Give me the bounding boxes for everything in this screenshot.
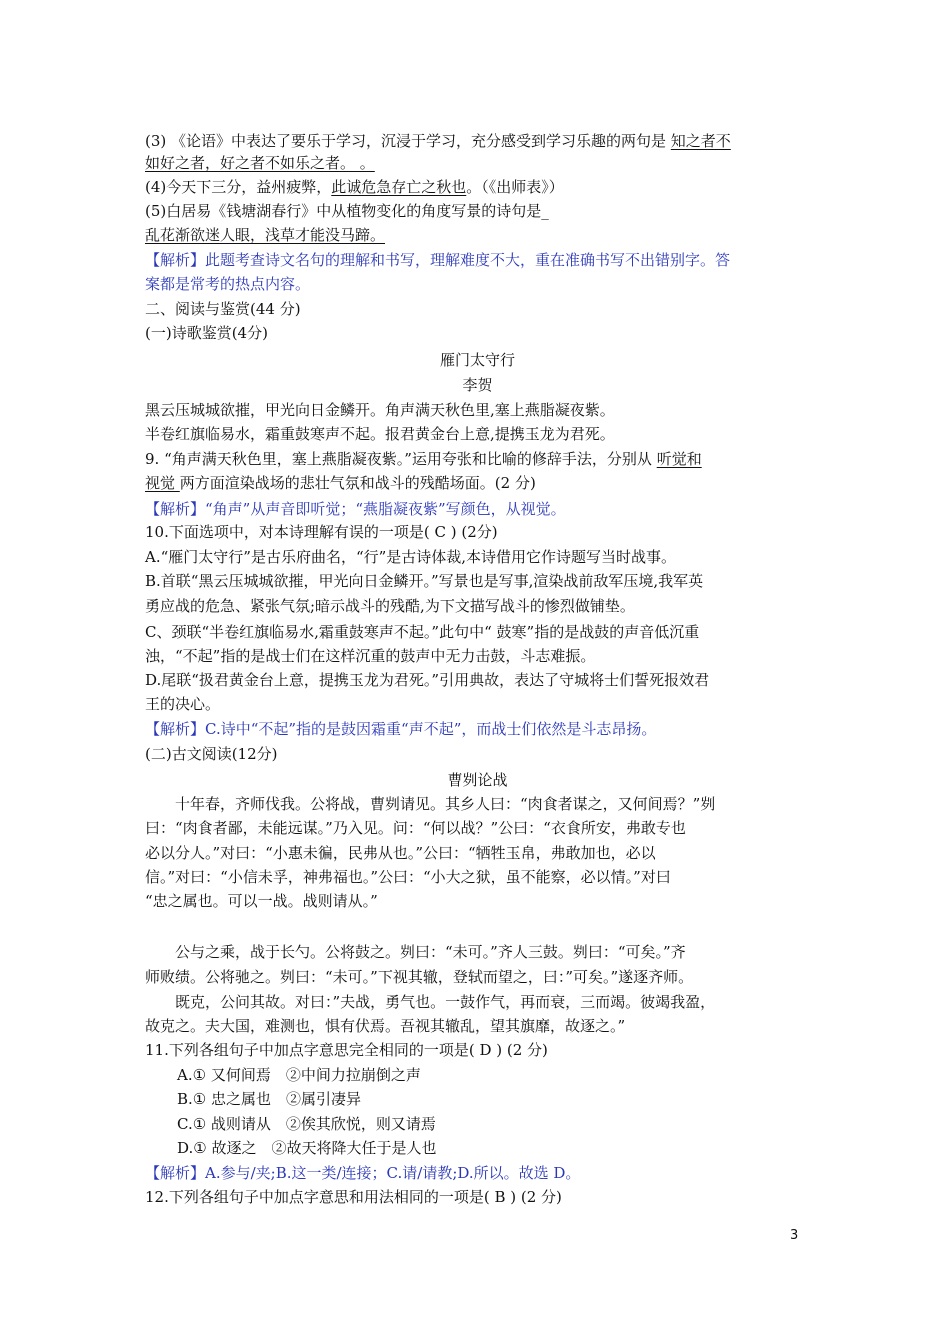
page-number: 3 [790,1228,799,1243]
text-line [175,793,855,815]
text-line [145,842,825,864]
text-span: 师败绩。公将驰之。刿曰：“未可。”下视其辙，登轼而望之，曰：”可矣。”遂逐齐师。 [145,968,694,986]
text-line [145,817,825,839]
text-line [145,570,825,592]
text-span: “忠之属也。可以一战。战则请从。” [145,892,378,910]
text-span: 曰：“肉食者鄙，未能远谋。”乃入见。问：“何以战？”公曰：“衣食所安，弗敢专也 [145,819,686,837]
text-line [145,645,825,667]
text-line [145,423,825,445]
text-line [145,866,825,888]
text-span: 王的决心。 [145,695,221,713]
text-line [145,595,825,617]
text-line [145,176,825,198]
underlined-answer: 此诚危急存亡之秋也 [331,178,467,196]
text-span: B.首联“黑云压城城欲摧，甲光向日金鳞开。”写景也是写事,渲染战前敌军压境,我军英 [145,572,704,590]
text-span: 半卷红旗临易水，霜重鼓寒声不起。报君黄金台上意,提携玉龙为君死。 [145,425,615,443]
text-span: 11.下列各组句子中加点字意思完全相同的一项是( D ) (2 分) [145,1041,548,1059]
text-span: 【解析】此题考查诗文名句的理解和书写，理解难度不大，重在准确书写不出错别字。答 [145,251,731,269]
text-span: 【解析】“角声”从声音即听觉；“燕脂凝夜紫”写颜色，从视觉。 [145,500,566,518]
text-span: C、颈联“半卷红旗临易水,霜重鼓寒声不起。”此句中“ 鼓寒”指的是战鼓的声音低沉重 [145,623,700,641]
text-line [145,1039,825,1061]
text-line [145,224,825,246]
text-span: 【解析】C.诗中“不起”指的是鼓因霜重“声不起”，而战士们依然是斗志昂扬。 [145,720,657,738]
text-line [145,399,825,421]
text-line [145,152,825,174]
text-line [145,298,825,320]
text-span: D.① 故逐之 ②故天将降大任于是人也 [177,1139,437,1157]
text-line [177,1137,857,1159]
text-line [145,521,825,543]
text-span: 浊，“不起”指的是战士们在这样沉重的鼓声中无力击鼓，斗志难振。 [145,647,596,665]
text-line [177,1088,857,1110]
text-line [145,448,825,470]
text-span: 。（《出师表》） [466,178,564,196]
analysis-line [145,718,825,740]
text-line [145,200,825,222]
text-span: A.① 又何间焉 ②中间力拉崩倒之声 [177,1066,421,1084]
text-line [145,669,825,691]
text-span: C.① 战则请从 ②俟其欣悦，则又请焉 [177,1115,436,1133]
underlined-answer: 乱花渐欲迷人眼，浅草才能没马蹄。 [145,226,386,244]
centered-title-line [145,374,810,396]
text-line [145,322,825,344]
analysis-line [145,1162,825,1184]
text-span: 【解析】A.参与/夹;B.这一类/连接；C.请/请教;D.所以。故选 D。 [145,1164,581,1182]
text-span: 既克，公问其故。对曰：”夫战，勇气也。一鼓作气，再而衰，三而竭。彼竭我盈， [175,993,716,1011]
text-span: 信。”对曰：“小信未孚，神弗福也。”公曰：“小大之狱，虽不能察，必以情。”对曰 [145,868,671,886]
text-line [145,621,825,643]
text-span: 李贺 [462,376,493,394]
text-span: (二)古文阅读(12分) [145,745,278,763]
text-span: (一)诗歌鉴赏(4分) [145,324,268,342]
text-line [145,1186,825,1208]
text-span: 曹刿论战 [447,771,508,789]
text-line [145,1015,825,1037]
text-span: D.尾联“扱君黄金台上意，提携玉龙为君死。”引用典故，表达了守城将士们誓死报效君 [145,671,710,689]
text-span: 两方面渲染战场的悲壮气氛和战斗的残酷场面。(2 分) [179,474,536,492]
text-line [175,941,855,963]
text-line [177,1064,857,1086]
text-span: 12.下列各组句子中加点字意思和用法相同的一项是( B ) (2 分) [145,1188,562,1206]
text-span: 勇应战的危急、紧张气氛;暗示战斗的残酷,为下文描写战斗的惨烈做铺垫。 [145,597,635,615]
underlined-answer: 视觉 [145,474,180,492]
text-line [177,1113,857,1135]
analysis-line [145,273,825,295]
text-line [175,991,855,1013]
underlined-answer: 知之者不 [670,132,731,150]
text-line [145,130,825,152]
text-line [145,472,825,494]
text-span: 二、阅读与鉴赏(44 分) [145,300,301,318]
underlined-answer: 如好之者，好之者不如乐之者。 。 [145,154,375,172]
text-span: B.① 忠之属也 ②属引凄异 [177,1090,362,1108]
text-span: 故克之。夫大国，难测也，惧有伏焉。吾视其辙乱，望其旗靡，故逐之。” [145,1017,626,1035]
centered-title-line [145,769,810,791]
analysis-line [145,249,825,271]
text-span: 9. “角声满天秋色里，塞上燕脂凝夜紫。”运用夸张和比喻的修辞手法，分别从 [145,450,657,468]
text-span: 案都是常考的热点内容。 [145,275,311,293]
analysis-line [145,498,825,520]
text-line [145,743,825,765]
centered-title-line [145,349,810,371]
underlined-answer: 听觉和 [656,450,702,468]
text-span: 10.下面选项中，对本诗理解有误的一项是( C ) (2分) [145,523,498,541]
text-span: 黑云压城城欲摧，甲光向日金鳞开。角声满天秋色里,塞上燕脂凝夜紫。 [145,401,615,419]
text-span: (4)今天下三分，益州疲弊， [145,178,332,196]
text-span: (3) 《论语》中表达了要乐于学习，沉浸于学习，充分感受到学习乐趣的两句是 [145,132,671,150]
text-span: (5)白居易《钱塘湖春行》中从植物变化的角度写景的诗句是_ [145,202,549,220]
text-span: A.“雁门太守行”是古乐府曲名，“行”是古诗体裁,本诗借用它作诗题写当时战事。 [145,548,677,566]
text-span: 必以分人。”对曰：“小惠未徧，民弗从也。”公曰：“牺牲玉帛，弗敢加也，必以 [145,844,656,862]
text-line [145,693,825,715]
text-span: 雁门太守行 [439,351,515,369]
text-line [145,890,825,912]
text-span: 公与之乘，战于长勺。公将鼓之。刿曰：“未可。”齐人三鼓。刿曰：“可矣。”齐 [175,943,686,961]
text-line [145,966,825,988]
text-line [145,546,825,568]
text-span: 十年春，齐师伐我。公将战，曹刿请见。其乡人曰：“肉食者谋之，又何间焉？”刿 [175,795,716,813]
